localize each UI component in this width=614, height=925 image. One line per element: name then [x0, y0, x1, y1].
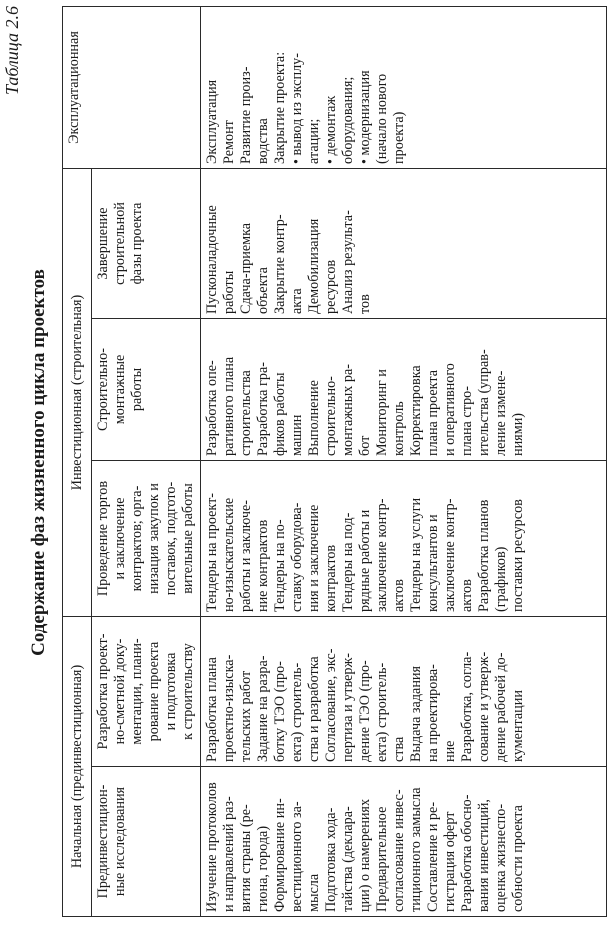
cell-line: • модернизация: [357, 70, 373, 164]
cell-line: и подготовка: [163, 652, 179, 731]
cell-line: Разработка планов: [476, 499, 492, 612]
cell-line: и направлений раз-: [221, 796, 237, 912]
cell-line: Выдача задания: [408, 665, 424, 762]
cell-line: Разработка опе-: [204, 360, 220, 456]
cell-line: строительной: [112, 202, 128, 285]
cell-line: водства: [255, 118, 271, 164]
phase-header-row: [63, 6, 92, 916]
cell-line: • демонтаж: [323, 95, 339, 164]
cell-line: проектно-изыска-: [221, 654, 237, 762]
cell-line: поставки ресурсов: [510, 499, 526, 612]
cell-line: ние контрактов: [255, 519, 271, 612]
phase-investment-header: Инвестиционная (строительная): [63, 168, 92, 616]
cell-line: ниями): [510, 412, 526, 456]
cell-line: Мониторинг и: [374, 369, 390, 456]
cell-line: фиков работы: [272, 372, 288, 456]
cell-line: Сдача-приемка: [238, 222, 254, 314]
cell-line: рядные работы и: [357, 509, 373, 612]
cell-line: гиона, города): [255, 825, 271, 912]
cell-line: Тендеры на под-: [340, 512, 356, 612]
content-cell: [201, 319, 607, 461]
cell-line: Изучение протоколов: [204, 782, 220, 912]
cell-line: к строительству: [180, 643, 196, 740]
cell-line: фазы проекта: [129, 202, 145, 285]
cell-line: согласование инвес-: [391, 789, 407, 912]
cell-line: Задание на разра-: [255, 655, 271, 762]
cell-line: но-сметной доку-: [112, 638, 128, 745]
cell-line: тайства (деклара-: [340, 806, 356, 912]
cell-line: Закрытие проекта:: [272, 51, 288, 164]
cell-line: Ремонт: [221, 120, 237, 164]
cell-line: плана стро-: [459, 386, 475, 456]
cell-line: заключение контр-: [374, 498, 390, 612]
table-number: Таблица 2.6: [2, 6, 22, 96]
cell-line: и оперативного: [442, 363, 458, 456]
cell-line: Анализ результа-: [340, 210, 356, 314]
cell-line: Корректировка: [408, 365, 424, 456]
cell-line: но-изыскательские: [221, 497, 237, 612]
cell-line: рование проекта: [146, 641, 162, 742]
cell-line: оборудования;: [340, 76, 356, 164]
phase-initial-header: Начальная (прединвестиционная): [63, 617, 92, 917]
cell-line: екта) строитель-: [374, 662, 390, 762]
cell-line: ление измене-: [493, 370, 509, 456]
cell-line: дение ТЭО (про-: [357, 660, 373, 762]
cell-line: актов: [391, 579, 407, 612]
cell-line: Пусконаладочные: [204, 205, 220, 314]
cell-line: Закрытие контр-: [272, 214, 288, 314]
lifecycle-table: [62, 6, 607, 917]
cell-line: вестиционного за-: [289, 801, 305, 912]
cell-line: ные исследования: [112, 786, 128, 897]
cell-line: Прединвестицион-: [95, 784, 111, 899]
cell-line: Развитие произ-: [238, 66, 254, 164]
cell-line: монтажных ра-: [340, 363, 356, 456]
cell-line: и заключение: [112, 497, 128, 580]
cell-line: акта: [289, 288, 305, 314]
cell-line: контрактов; орга-: [129, 485, 145, 592]
cell-line: Составление и ре-: [425, 801, 441, 912]
content-cell: [201, 767, 607, 917]
cell-line: собности проекта: [510, 805, 526, 912]
cell-line: • вывод из эксплу-: [289, 53, 305, 164]
cell-line: низация закупок и: [146, 483, 162, 594]
cell-line: актов: [459, 579, 475, 612]
cell-line: Проведение торгов: [95, 480, 111, 597]
stage-header: [92, 617, 201, 767]
cell-line: работы и заключе-: [238, 499, 254, 612]
stage-header: [92, 168, 201, 318]
cell-line: консультантов и: [425, 514, 441, 612]
cell-line: Согласование, экс-: [323, 648, 339, 762]
cell-line: ресурсов: [323, 259, 339, 314]
cell-line: Демобилизация: [306, 218, 322, 314]
cell-line: бот: [357, 435, 373, 456]
stage-header: [92, 767, 201, 917]
cell-line: оценка жизнеспо-: [493, 803, 509, 912]
cell-line: вительные работы: [180, 483, 196, 594]
cell-line: работы: [221, 270, 237, 314]
cell-line: атации;: [306, 118, 322, 164]
cell-line: Разработка проект-: [95, 633, 111, 750]
phase-operation-header: Эксплуатационная: [63, 6, 201, 168]
content-row: [201, 6, 607, 916]
cell-line: контрактов: [323, 544, 339, 612]
cell-line: вития страны (ре-: [238, 804, 254, 912]
cell-line: монтажные: [112, 354, 128, 425]
cell-line: ства: [391, 736, 407, 762]
table-title: Содержание фаз жизненного цикла проектов: [28, 269, 49, 656]
cell-line: (графиков): [493, 546, 509, 612]
cell-line: Разработка, согла-: [459, 651, 475, 762]
cell-line: сование и утверж-: [476, 651, 492, 762]
cell-line: строительно-: [323, 376, 339, 456]
cell-line: ства и разработка: [306, 656, 322, 762]
cell-line: ительства (управ-: [476, 349, 492, 456]
cell-line: дение рабочей до-: [493, 652, 509, 762]
cell-line: Разработка обосно-: [459, 794, 475, 912]
cell-line: Строительно-: [95, 348, 111, 431]
cell-line: тов: [357, 294, 373, 314]
cell-line: (начало нового: [374, 73, 390, 164]
cell-line: Тендеры на по-: [272, 519, 288, 612]
cell-line: ние: [442, 740, 458, 762]
cell-line: мысла: [306, 873, 322, 912]
cell-line: кументации: [510, 690, 526, 762]
cell-line: тиционного замысла: [408, 787, 424, 912]
cell-line: заключение контр-: [442, 498, 458, 612]
cell-line: ботку ТЭО (про-: [272, 661, 288, 762]
cell-line: ставку оборудова-: [289, 502, 305, 612]
cell-line: пертиза и утверж-: [340, 652, 356, 762]
cell-line: ративного плана: [221, 356, 237, 456]
content-cell: [201, 6, 607, 168]
cell-line: Формирование ин-: [272, 798, 288, 912]
cell-line: Разработка гра-: [255, 362, 271, 456]
cell-line: Подготовка хода-: [323, 807, 339, 912]
content-cell: [201, 168, 607, 318]
cell-line: тельских работ: [238, 670, 254, 762]
cell-line: объекта: [255, 267, 271, 314]
cell-line: гистрация оферт: [442, 811, 458, 912]
cell-line: ции) о намерениях: [357, 798, 373, 912]
stage-header: [92, 319, 201, 461]
cell-line: Предварительное: [374, 806, 390, 912]
cell-line: контроль: [391, 401, 407, 456]
cell-line: Эксплуатация: [204, 79, 220, 164]
content-cell: [201, 617, 607, 767]
cell-line: плана проекта: [425, 369, 441, 456]
cell-line: на проектирова-: [425, 664, 441, 762]
cell-line: Выполнение: [306, 380, 322, 456]
cell-line: проекта): [391, 111, 407, 164]
cell-line: Завершение: [95, 207, 111, 280]
cell-line: вания инвестиций,: [476, 799, 492, 912]
cell-line: ментации, плани-: [129, 638, 145, 745]
cell-line: строительства: [238, 370, 254, 456]
cell-line: ния и заключение: [306, 504, 322, 612]
cell-line: работы: [129, 367, 145, 412]
cell-line: поставок, подгото-: [163, 481, 179, 596]
content-cell: [201, 461, 607, 617]
cell-line: Разработка плана: [204, 657, 220, 762]
cell-line: Тендеры на проект-: [204, 492, 220, 612]
cell-line: Тендеры на услуги: [408, 497, 424, 612]
cell-line: екта) строитель-: [289, 662, 305, 762]
stage-header: [92, 461, 201, 617]
cell-line: машин: [289, 414, 305, 456]
